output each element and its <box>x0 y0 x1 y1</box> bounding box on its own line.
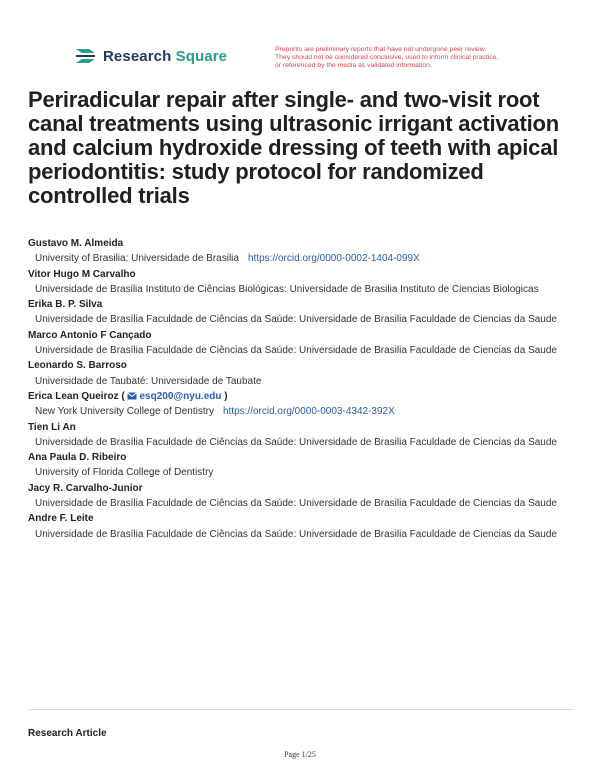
logo-wordmark: Research Square <box>103 47 228 65</box>
author-affiliation: Universidade de Brasilia Instituto de Ciências Biológicas: Universidade de Brasilia Instituto de Ciencias Biologicas <box>35 283 539 295</box>
author-name: Jacy R. Carvalho-Junior <box>28 482 143 494</box>
research-square-logo-icon <box>75 46 97 66</box>
author-entry <box>28 450 578 481</box>
author-email-link[interactable]: esq200@nyu.edu <box>127 391 221 402</box>
author-affiliation: Universidade de Taubaté: Universidade de Taubate <box>35 375 262 387</box>
author-entry <box>28 358 578 389</box>
author-entry <box>28 481 578 512</box>
envelope-icon <box>127 392 137 400</box>
author-affiliation: University of Brasilia: Universidade de Brasilia https://orcid.org/0000-0002-1404-099X <box>35 253 420 265</box>
preprint-notice <box>275 46 575 70</box>
page-number: Page 1/25 <box>284 750 316 759</box>
author-name: Vitor Hugo M Carvalho <box>28 268 136 280</box>
author-entry <box>28 511 578 542</box>
author-entry <box>28 236 578 267</box>
preprint-notice-line: Preprints are preliminary reports that have not undergone peer review. <box>275 46 487 53</box>
author-affiliation: Universidade de Brasília Faculdade de Ciências da Saúde: Universidade de Brasilia Faculdade de Ciencias da Saude <box>35 314 557 326</box>
preprint-notice-line: They should not be considered conclusive, used to inform clinical practice, <box>275 54 499 62</box>
author-affiliation: Universidade de Brasília Faculdade de Ciências da Saúde: Universidade de Brasilia Faculdade de Ciencias da Saude <box>35 436 557 448</box>
author-affiliation: University of Florida College of Dentistry <box>35 467 214 479</box>
author-name: Tien Li An <box>28 421 76 433</box>
paper-title: Periradicular repair after single- and two-visit root canal treatments using ultrasonic irrigant activation and calcium hydroxide dressing of teeth with apical periodontitis: study protocol for randomized controlled trials <box>28 87 559 208</box>
author-entry <box>28 297 578 328</box>
author-affiliation: New York University College of Dentistry https://orcid.org/0000-0003-4342-392X <box>35 406 395 418</box>
author-name: Ana Paula D. Ribeiro <box>28 452 127 464</box>
orcid-link[interactable]: https://orcid.org/0000-0003-4342-392X <box>222 406 395 418</box>
author-entry <box>28 267 578 298</box>
author-entry <box>28 420 578 451</box>
author-affiliation: Universidade de Brasília Faculdade de Ciências da Saúde: Universidade de Brasilia Faculdade de Ciencias da Saude <box>35 498 557 510</box>
author-affiliation: Universidade de Brasília Faculdade de Ciências da Saúde: Universidade de Brasilia Faculdade de Ciencias da Saude <box>35 345 557 357</box>
preprint-notice-line: or referenced by the media as validated information. <box>275 62 432 70</box>
author-name: Gustavo M. Almeida <box>28 238 124 249</box>
author-list <box>28 236 578 542</box>
author-affiliation: Universidade de Brasília Faculdade de Ciências da Saúde: Universidade de Brasilia Faculdade de Ciencias da Saude <box>35 528 557 540</box>
article-type: Research Article <box>28 728 107 739</box>
author-name: Andre F. Leite <box>28 513 94 525</box>
author-name: Erica Lean Queiroz ( esq200@nyu.edu ) <box>28 390 228 402</box>
header <box>75 46 575 76</box>
orcid-link[interactable]: https://orcid.org/0000-0002-1404-099X <box>247 253 420 265</box>
research-square-logo[interactable] <box>75 46 227 66</box>
author-name: Marco Antonio F Cançado <box>28 329 152 341</box>
author-name: Leonardo S. Barroso <box>28 360 127 372</box>
section-divider <box>28 709 574 710</box>
author-entry <box>28 328 578 359</box>
author-entry <box>28 389 578 420</box>
author-name: Erika B. P. Silva <box>28 299 103 311</box>
